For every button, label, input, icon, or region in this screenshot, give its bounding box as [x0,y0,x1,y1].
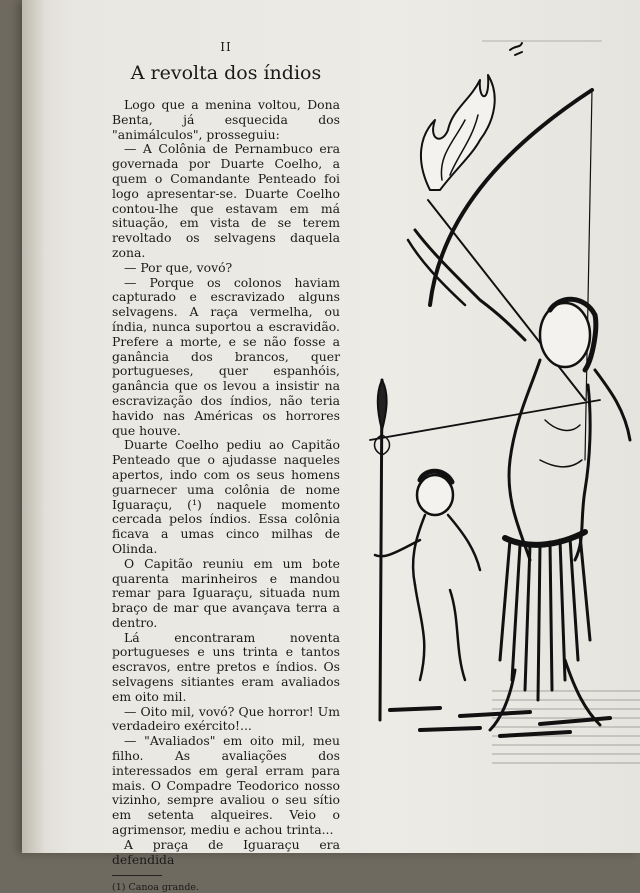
paragraph: Lá encontraram noventa portugueses e uns trinta e tantos escravos, entre pretos e índios. Os selvagens sitiantes eram avaliados em oito mil. [112,629,340,704]
paragraph: Duarte Coelho pediu ao Capitão Penteado que o ajudasse naqueles apertos, indo com os seus homens guarnecer uma colônia de nome Iguaraçu, (¹) naquele momento cercada pelos índios. Essa colônia ficava a umas cinco milhas de Olinda. [112,437,340,556]
paragraph: — Porque os colonos haviam capturado e escravizado alguns selvagens. A raça vermelha, ou índia, nunca suportou a escravidão. Prefere a morte, e se não fosse a ganância dos brancos, quer portugueses, quer espanhóis, ganância que os levou a insistir na escravização dos índios, não teria havido nas Américas os horrores que houve. [112,274,340,438]
footnote: (1) Canoa grande. [112,882,200,893]
page-edge [22,0,46,853]
paragraph: — Por que, vovó? [124,259,233,275]
chapter-number: II [220,40,232,54]
footnote-divider [112,875,162,876]
paragraph: — Oito mil, vovó? Que horror! Um verdadeiro exército!... [112,703,340,734]
paragraph: Logo que a menina voltou, Dona Benta, já esquecida dos "animálculos", prosseguiu: [112,97,340,142]
text-column [112,40,340,893]
paragraph: A praça de Iguaraçu era defendida [112,836,340,867]
paragraph: — "Avaliados" em oito mil, meu filho. As avaliações dos interessados em geral erram para mais. O Compadre Teodorico nosso vizinho, sempre avaliou o seu sítio em setenta alqueires. Veio o agrimensor, mediu e achou trinta... [112,733,340,838]
indigenous-archers-illustration-icon [360,40,640,740]
paragraph: O Capitão reuniu em um bote quarenta marinheiros e mandou remar para Iguaraçu, situada num braço de mar que avançava terra a dentro. [112,555,340,630]
chapter-title: A revolta dos índios [130,62,322,84]
paragraph: — A Colônia de Pernambuco era governada por Duarte Coelho, a quem o Comandante Penteado foi logo apresentar-se. Duarte Coelho contou-lhe que estavam em má situação, em vista de se terem revoltado os selvagens daquela zona. [112,141,340,260]
